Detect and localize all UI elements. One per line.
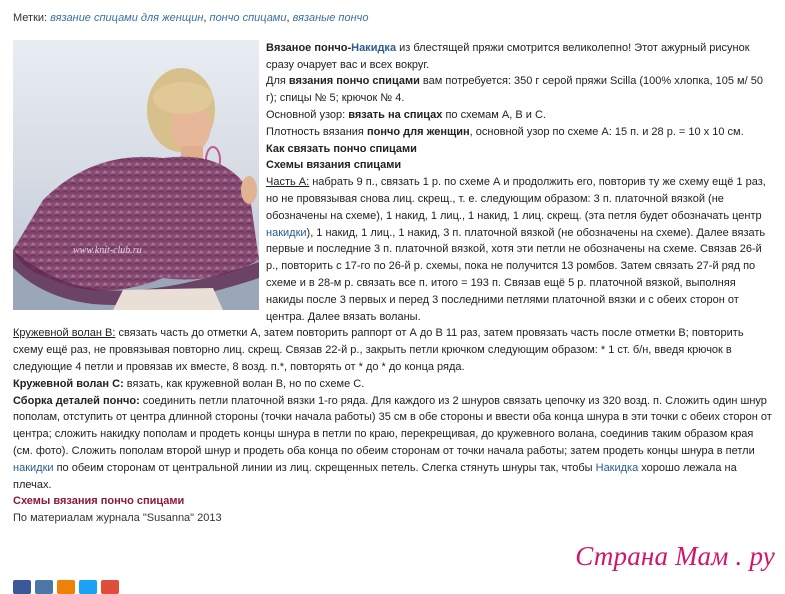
heading-schemes: Схемы вязания спицами <box>266 159 402 172</box>
share-vk-icon[interactable] <box>35 580 53 594</box>
poncho-photo-image <box>13 40 259 310</box>
intro-text: из блестящей пряжи смотрится великолепно! Этот ажурный рисунок сразу очарует вас и всех вокруг. <box>266 41 750 71</box>
part-a-text-1: набрать 9 п., связать 1 р. по схеме А и продолжить его, повторив ту же схему ещё 1 раз, но не провязывая снова лиц. скрещ., т. е. следующим образом: 3 п. платочной вязкой (не обозначены на схеме), 1 накид, 1 лиц., 1 накид, 1 лиц. скрещ. (эта петля будет обозначать центр <box>266 176 766 222</box>
assembly-text-3: хорошо лежала на плечах. <box>13 461 737 491</box>
density-text-2: , основной узор по схеме А: 15 п. и 28 р. = 10 х 10 см. <box>469 125 744 138</box>
heading-how-to-knit: Как связать пончо спицами <box>266 142 417 155</box>
share-facebook-icon[interactable] <box>13 580 31 594</box>
wave-b-label: Кружевной волан В: <box>13 327 116 340</box>
intro-bold: Вязаное пончо- <box>266 41 352 54</box>
req-bold: вязания пончо спицами <box>288 75 420 88</box>
share-mail-icon[interactable] <box>101 580 119 594</box>
share-buttons <box>13 580 119 594</box>
wave-c-text: вязать, как кружевной волан В, но по схеме С. <box>123 377 365 390</box>
schemes-link[interactable]: Схемы вязания пончо спицами <box>13 495 185 508</box>
tags-label: Метки: <box>13 12 48 24</box>
wave-b-text: связать часть до отметки А, затем повторить раппорт от А до В 11 раз, затем провязать часть после отметки В; повторить схему ещё раз, не провязывая повторно лиц. скрещ. Связав 22-й р., закрыть петли крючком следующим образом: * 1 ст. б/н, введя крючок в следующие 4 петли и провязав их вместе, 8 возд. п.*, повторять от * до * до конца ряда. <box>13 327 744 373</box>
density-text-1: Плотность вязания <box>266 125 367 138</box>
share-twitter-icon[interactable] <box>79 580 97 594</box>
source-note: По материалам журнала "Susanna" 2013 <box>13 512 222 525</box>
assembly-link-nakidka[interactable]: Накидка <box>595 461 639 474</box>
pattern-text-2: по схемам А, В и С. <box>442 108 546 121</box>
assembly-paragraph <box>13 393 775 494</box>
intro-link-nakidka[interactable]: Накидка <box>351 41 397 54</box>
tag-link-1[interactable]: вязание спицами для женщин <box>50 12 204 24</box>
assembly-text-1: соединить петли платочной вязки 1-го ряда. Для каждого из 2 шнуров связать цепочку из 320 возд. п. Сложить один шнур пополам, отступить от центра длинной стороны (точки начала работы) 35 см в обе стороны и ввести оба конца шнура в эти точки с обеих сторон от центра; сложить накидку пополам и продеть концы шнура в петли по краю, перекрещивая, до кружевного волана, соединив таким образом края (см. фото). Сложить пополам второй шнур и продеть оба конца по обеим сторонам от точки начала работы; затем продеть концы шнура в петли <box>13 394 772 457</box>
assembly-label: Сборка деталей пончо: <box>13 394 140 407</box>
pattern-bold: вязать на спицах <box>348 108 443 121</box>
wave-c-paragraph <box>13 376 775 393</box>
wave-b-paragraph <box>13 325 775 375</box>
tags-line: Метки: вязание спицами для женщин, пончо спицами, вязаные пончо <box>13 12 369 24</box>
part-a-link-nakidki[interactable]: накидки <box>266 226 307 239</box>
pattern-text-1: Основной узор: <box>266 108 349 121</box>
part-a-text-2: ), 1 накид, 1 лиц., 1 накид, 3 п. платочной вязкой (не обозначены на схеме). Далее вязать первые и последние 3 п. платочной вязкой, хотя эти петли не обозначены на схеме. Связав 26-й р., повторить с 17-го по 26-й р. схемы, пока не получится 13 ромбов. Затем связать 27-й ряд по схеме и в 28-м р. связать все п. итого = 193 п. Связав ещё 5 р. платочной вязкой, выполняя накиды после 3 первых и перед 3 последними петлями платочной вязки и с обеих сторон от центра. Далее вязать воланы. <box>266 226 766 323</box>
req-text-2: вам потребуется: 350 г серой пряжи Scilla (100% хлопка, 105 м/ 50 г); спицы № 5; крючок № 4. <box>266 75 763 105</box>
density-bold: пончо для женщин <box>366 125 470 138</box>
tag-link-2[interactable]: пончо спицами <box>209 12 287 24</box>
wave-c-label: Кружевной волан С: <box>13 377 124 390</box>
part-a-label: Часть А: <box>266 176 310 189</box>
assembly-link-nakidki[interactable]: накидки <box>13 461 54 474</box>
share-ok-icon[interactable] <box>57 580 75 594</box>
site-logo[interactable]: Страна Мам . ру <box>575 541 775 571</box>
poncho-photo <box>13 40 259 310</box>
tag-link-3[interactable]: вязаные пончо <box>292 12 369 24</box>
assembly-text-2: по обеим сторонам от центральной линии из лиц. скрещенных петель. Слегка стянуть шнуры так, чтобы <box>53 461 596 474</box>
watermark: www.knit-club.ru <box>73 244 142 256</box>
article <box>13 10 775 527</box>
req-text-1: Для <box>266 75 289 88</box>
